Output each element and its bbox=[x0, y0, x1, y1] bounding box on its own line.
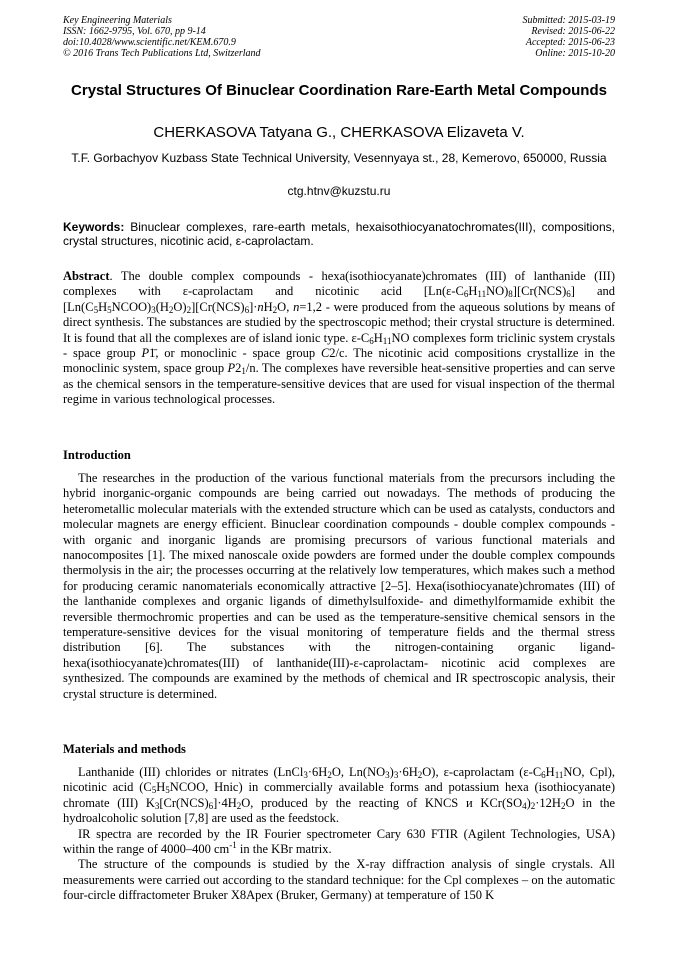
subscript: 1 bbox=[241, 366, 246, 377]
subscript: 6 bbox=[244, 304, 250, 315]
abstract-text: ][Cr(NCS) bbox=[191, 299, 245, 314]
abstract-text: =1,2 - were produced from the aqueous solutions by means of direct synthesis. The substances are studied by the spectroscopic method; their crystal structure is determined. It is found that all the complexes are of island ionic type. ε-C bbox=[63, 299, 615, 345]
subscript: 11 bbox=[477, 289, 487, 300]
keywords bbox=[63, 220, 615, 248]
publication-dates bbox=[523, 15, 616, 59]
methods-text: IR spectra are recorded by the IR Fourier spectrometer Cary 630 FTIR (Agilent Technologies, USA) within the range of 4000–400 cm bbox=[63, 826, 615, 857]
subscript: 2 bbox=[186, 304, 192, 315]
abstract-text: O) bbox=[173, 299, 187, 314]
subscript: 3 bbox=[303, 770, 308, 780]
subscript: 2 bbox=[417, 770, 423, 780]
journal-name: Key Engineering Materials bbox=[63, 15, 172, 26]
methods-text: NCOO, Hnic) in commercially available forms and potassium hexa (isothiocyanate) chromate (III) K bbox=[63, 780, 616, 810]
abstract-text: NO) bbox=[486, 284, 509, 299]
abstract-text: H bbox=[468, 284, 478, 299]
methods-text: H bbox=[156, 780, 166, 795]
subscript: 5 bbox=[151, 785, 157, 796]
subscript: 3 bbox=[393, 770, 399, 780]
journal-info bbox=[63, 15, 261, 59]
subscript: 5 bbox=[93, 304, 99, 315]
subscript: 2 bbox=[236, 800, 242, 811]
methods-text: NO, Cpl), nicotinic acid (C bbox=[63, 765, 615, 795]
journal-copyright: © 2016 Trans Tech Publications Ltd, Switzerland bbox=[63, 48, 261, 59]
paper-title: Crystal Structures Of Binuclear Coordination Rare-Earth Metal Compounds bbox=[71, 82, 607, 99]
date-online: Online: 2015-10-20 bbox=[535, 48, 615, 59]
methods-body bbox=[63, 765, 615, 904]
methods-paragraph bbox=[63, 765, 615, 827]
abstract-italic: P bbox=[141, 346, 150, 361]
methods-text: O, Ln(NO bbox=[331, 765, 386, 779]
methods-text: O, produced by the reacting of KNCS и KCr(SO bbox=[241, 795, 523, 810]
introduction-paragraph: The researches in the production of the various functional materials from the precursors including the hybrid inorganic-organic compounds are being carried out nowadays. The methods of producing the heterometallic molecular materials with the extended structure which can be used as catalysts, conductors and molecular magnets are energy efficient. Binuclear coordination compounds - double complex compounds - with organic and inorganic ligands are promising precursors of various functional materials and nanocomposites [1]. The mixed nanoscale oxide powders are formed under the double complex compounds thermolysis in the air; the processes occurring at the relatively low temperatures, which makes such a method for producing ceramic nanomaterials economically attractive [2–5]. Hexa(isothiocyanate)chromates (III) of the lanthanide complexes and organic ligands of dimethylsulfoxide- and dimethylformamide exhibit the reversible thermochromic properties and can be used as the temperature-sensitive chemical sensors in the temperature-sensitive devices for the visual monitoring of temperature fields and the thermal stress distribution [6]. The substances with the nitrogen-containing organic ligand-hexa(isothiocyanate)chromates(III) of lanthanide(III)-ε-caprolactam- nicotinic acid complexes are synthesized. The compounds are examined by the methods of chemical and IR spectroscopic analysis, their crystal structure is determined. bbox=[63, 471, 615, 701]
subscript: 5 bbox=[107, 304, 112, 315]
date-accepted: Accepted: 2015-06-23 bbox=[525, 37, 615, 48]
paper-authors: CHERKASOVA Tatyana G., CHERKASOVA Elizaveta V. bbox=[153, 124, 525, 141]
author-affiliation: T.F. Gorbachyov Kuzbass State Technical University, Vesennyaya st., 28, Kemerovo, 650000, Russia bbox=[71, 151, 607, 165]
subscript: 8 bbox=[508, 289, 513, 300]
subscript: 6 bbox=[369, 335, 374, 346]
methods-text: ]·4H bbox=[213, 795, 237, 810]
subscript: 11 bbox=[554, 770, 564, 780]
abstract-italic: n bbox=[257, 299, 264, 314]
section-heading-introduction: Introduction bbox=[63, 448, 131, 462]
abstract-text: H bbox=[373, 330, 383, 345]
methods-text: ) bbox=[389, 765, 394, 779]
abstract-text: NO complexes form triclinic system crystals - space group bbox=[63, 330, 615, 361]
subscript: 3 bbox=[154, 800, 160, 811]
date-revised: Revised: 2015-06-22 bbox=[531, 26, 615, 37]
abstract-text: 1̄, or monoclinic - space group bbox=[149, 346, 321, 361]
methods-text: ·12H bbox=[535, 795, 561, 810]
abstract-text: O, bbox=[277, 299, 294, 314]
date-submitted: Submitted: 2015-03-19 bbox=[522, 15, 615, 26]
abstract-italic: n bbox=[293, 299, 300, 314]
methods-paragraph: The structure of the compounds is studied by the X-ray diffraction analysis of single crystals. All measurements were carried out according to the standard technique: for the Cpl complexes – on the automatic four-circle diffractometer Bruker X8Apex (Bruker, Germany) at temperature of 150 K bbox=[63, 857, 615, 903]
section-heading-methods: Materials and methods bbox=[63, 742, 186, 756]
subscript: 2 bbox=[530, 800, 536, 811]
subscript: 2 bbox=[168, 304, 174, 315]
abstract-text: H bbox=[263, 299, 273, 314]
abstract-text: NCOO) bbox=[111, 299, 152, 314]
methods-text: Lanthanide (III) chlorides or nitrates (LnCl bbox=[78, 765, 304, 779]
methods-text: O in the hydroalcoholic solution [7,8] are used as the feedstock. bbox=[63, 795, 615, 826]
journal-doi: doi:10.4028/www.scientific.net/KEM.670.9 bbox=[63, 37, 236, 48]
methods-text: H bbox=[545, 765, 555, 779]
abstract-text: ][Cr(NCS) bbox=[512, 284, 567, 299]
keywords-label: Keywords: bbox=[63, 220, 125, 234]
methods-paragraph bbox=[63, 827, 615, 858]
abstract-text: . The double complex compounds - hexa(isothiocyanate)chromates (III) of lanthanide (III) complexes with ε-caprolactam and nicotinic acid [Ln(ε-C bbox=[63, 269, 615, 299]
subscript: 11 bbox=[382, 335, 392, 346]
abstract-label: Abstract bbox=[63, 269, 110, 283]
subscript: 4 bbox=[522, 800, 527, 811]
introduction-body bbox=[63, 471, 615, 702]
subscript: 2 bbox=[327, 770, 332, 780]
subscript: 6 bbox=[463, 289, 469, 300]
subscript: 6 bbox=[208, 800, 214, 811]
abstract bbox=[63, 269, 615, 408]
methods-text: O), ε-caprolactam (ε-C bbox=[422, 765, 542, 779]
abstract-text: ]· bbox=[249, 299, 258, 314]
keywords-text: Binuclear complexes, rare-earth metals, hexaisothiocyanatochromates(III), compositions, crystal structures, nicotinic acid, ε-caprolactam. bbox=[63, 220, 615, 248]
abstract-italic: P bbox=[227, 361, 236, 376]
subscript: 2 bbox=[560, 800, 566, 811]
methods-text: ) bbox=[526, 795, 531, 810]
abstract-text: 2/c. The nicotinic acid compositions crystallize in the monoclinic system, space group bbox=[63, 346, 615, 376]
author-email: ctg.htnv@kuzstu.ru bbox=[287, 184, 391, 198]
methods-text: [Cr(NCS) bbox=[159, 795, 209, 810]
subscript: 6 bbox=[566, 289, 571, 300]
methods-text: ·6H bbox=[307, 765, 328, 779]
subscript: 2 bbox=[272, 304, 278, 315]
superscript: -1 bbox=[229, 840, 237, 851]
subscript: 5 bbox=[165, 785, 170, 796]
journal-issn: ISSN: 1662-9795, Vol. 670, pp 9-14 bbox=[63, 26, 206, 37]
methods-text: ·6H bbox=[398, 765, 418, 779]
subscript: 3 bbox=[385, 770, 390, 780]
subscript: 6 bbox=[541, 770, 546, 780]
methods-text: in the KBr matrix. bbox=[236, 842, 332, 857]
subscript: 3 bbox=[151, 304, 156, 315]
abstract-text: H bbox=[98, 299, 108, 314]
abstract-italic: C bbox=[320, 346, 330, 361]
abstract-text: (H bbox=[155, 299, 169, 314]
abstract-text: ] and [Ln(C bbox=[63, 284, 615, 314]
abstract-text: /n. The complexes have reversible heat-sensitive properties and can serve as the chemical sensors in the temperature-sensitive devices that are used for visual inspection of the thermal regime in various technological processes. bbox=[63, 361, 615, 407]
abstract-text: 2 bbox=[235, 361, 242, 376]
